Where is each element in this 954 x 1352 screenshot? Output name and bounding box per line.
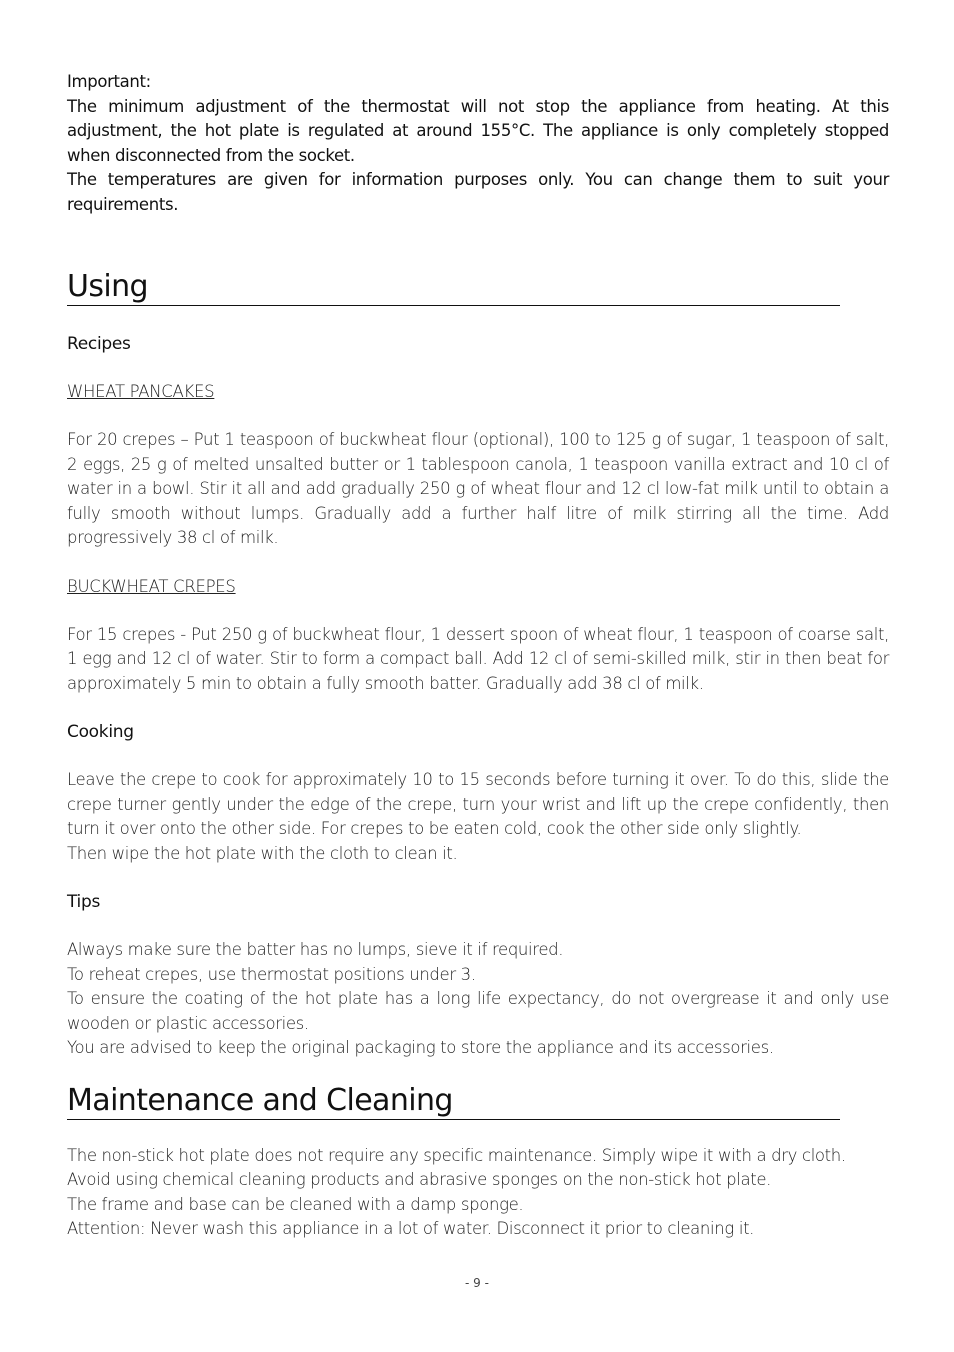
recipe-text-wheat-pancakes: For 20 crepes – Put 1 teaspoon of buckwheat flour (optional), 100 to 125 g of sugar, 1 teaspoon of salt, 2 eggs, 25 g of melted unsalted butter or 1 tablespoon canola, 1 teaspoon vanilla extract and 10 cl of water in a bowl. Stir it all and add gradually 250 g of wheat flour and 12 cl low-fat milk until to obtain a fully smooth without lumps. Gradually add a further half litre of milk stirring all the time. Add progressively 38 cl of milk. xyxy=(67,430,889,547)
tips-text xyxy=(67,938,889,1061)
maintenance-line-4: Attention: Never wash this appliance in a lot of water. Disconnect it prior to cleaning it. xyxy=(67,1219,755,1238)
section-title-maintenance: Maintenance and Cleaning xyxy=(67,1083,840,1120)
tips-line-1: Always make sure the batter has no lumps, sieve it if required. xyxy=(67,940,564,959)
maintenance-line-1: The non-stick hot plate does not require any specific maintenance. Simply wipe it with a dry cloth. xyxy=(67,1145,846,1165)
tips-line-3: To ensure the coating of the hot plate has a long life expectancy, do not overgrease it and only use wooden or plastic accessories. xyxy=(67,989,889,1033)
recipe-title-buckwheat-crepes: BUCKWHEAT CREPES xyxy=(67,576,236,596)
important-line-2: The temperatures are given for information purposes only. You can change them to suit your requirements. xyxy=(67,170,889,214)
maintenance-line-2: Avoid using chemical cleaning products and abrasive sponges on the non-stick hot plate. xyxy=(67,1170,772,1189)
maintenance-text xyxy=(67,1144,889,1242)
important-note xyxy=(67,70,889,217)
cooking-line-1: Leave the crepe to cook for approximately 10 to 15 seconds before turning it over. To do this, slide the crepe turner gently under the edge of the crepe, turn your wrist and lift up the crepe confidently, then turn it over onto the other side. For crepes to be eaten cold, cook the other side only slightly. xyxy=(67,770,889,838)
tips-heading: Tips xyxy=(67,892,101,912)
page-number: - 9 - xyxy=(465,1276,489,1290)
cooking-heading: Cooking xyxy=(67,722,134,742)
important-label: Important: xyxy=(67,72,151,91)
section-title-using: Using xyxy=(67,269,840,306)
recipes-heading: Recipes xyxy=(67,334,131,354)
maintenance-line-3: The frame and base can be cleaned with a damp sponge. xyxy=(67,1194,524,1214)
cooking-line-2: Then wipe the hot plate with the cloth to clean it. xyxy=(67,843,458,863)
recipe-text-buckwheat-crepes: For 15 crepes - Put 250 g of buckwheat flour, 1 dessert spoon of wheat flour, 1 teaspoon of coarse salt, 1 egg and 12 cl of water. Stir to form a compact ball. Add 12 cl of semi-skilled milk, stir in then beat for approximately 5 min to obtain a fully smooth batter. Gradually add 38 cl of milk. xyxy=(67,624,889,693)
cooking-text xyxy=(67,768,889,866)
recipe-title-wheat-pancakes: WHEAT PANCAKES xyxy=(67,382,215,401)
tips-line-4: You are advised to keep the original packaging to store the appliance and its accessories. xyxy=(67,1038,774,1057)
document-page xyxy=(67,70,889,1242)
tips-line-2: To reheat crepes, use thermostat positions under 3. xyxy=(67,964,476,984)
important-line-1: The minimum adjustment of the thermostat will not stop the appliance from heating. At this adjustment, the hot plate is regulated at around 155°C. The appliance is only completely stopped when disconnected from the socket. xyxy=(67,96,889,165)
